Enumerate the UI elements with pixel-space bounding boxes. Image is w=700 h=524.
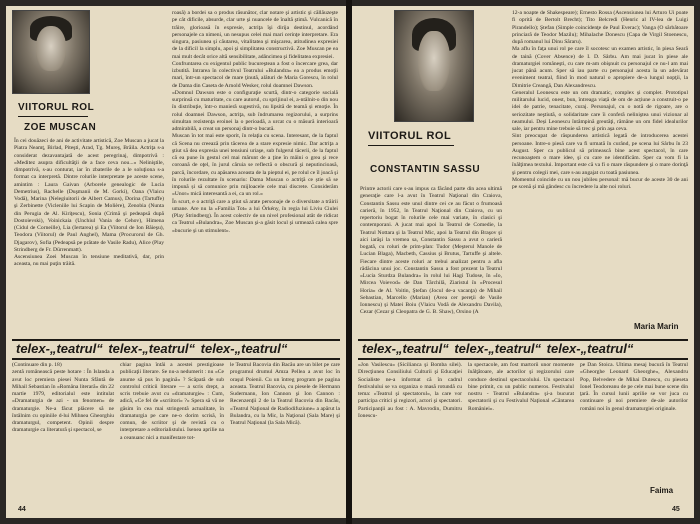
telex-column-3: pe Dan Stoica. Ultima mesaj bucură în Teatrul «Gheorghe Leonard Gheorghe», Alexandru Pop, Belvedere de Mihai Dutescu, cu pieseta Ionel Teodoreanu de pe cele mai bune scene din ţară. În cursul lunii aprilie se vor juca cu continuare şi noi premiere de-ale autorilor români noi în genul dramaturgiei originale. [580, 362, 690, 412]
telex-label: telex-„teatrul“ [454, 341, 542, 356]
rubric-label: VIITORUL ROL [368, 130, 452, 142]
telex-banner [16, 341, 289, 356]
telex-column-2: la spectacole, am fost martorii unor momente înălţătoare, ale actorilor şi regizorului care conduce destinul spectacolului. Un spectacol bine primit, cu un public numeros. Festivalul nostru - Teatrul «Bulandra» şi-a bucurat spectatorii şi cu Festivalul Naţional «Cântarea României». [468, 362, 576, 412]
rubric-label: VIITORUL ROL [18, 102, 95, 113]
telex-label: telex-„teatrul“ [16, 341, 103, 356]
signature: Faima [650, 486, 674, 495]
right-page [352, 6, 694, 518]
portrait-photo-zoe-muscan [12, 10, 90, 94]
page-number: 44 [18, 506, 26, 513]
actor-name: ZOE MUSCAN [24, 122, 97, 133]
rubric-rule [368, 145, 454, 146]
telex-label: telex-„teatrul“ [546, 341, 634, 356]
actor-name: CONSTANTIN SASSU [370, 164, 481, 175]
intro-column: În cei douăzeci de ani de activitate artistică, Zoe Muscan a jucat la Piatra Neamţ, Birlad, Piteşti, Arad, Tg. Mureş, Brăila. Actriţa s-a considerat dezavantajată de acest peregrinaj, dimpotrivă : «Meditez asupra dificultăţii de a face ceva nou...» Neliniştile, dimpotrivă, s-au conturat, iar în zbaterile de a le soluţiona s-a format ca interpretă. Dintre rolurile interpretate pe aceste scene, amintim : Laura Gaivan (Arborele genealogic de Lucia Demetrius), Rachelle (Duşmanii de M. Gorki), Oana (Vlaicu Vodă), Marina (Nelegiuitorii de Albert Camus), Dorina (Tartuffe) şi Zerbinette (Vicleniile lui Scapin de Molière), Zenobia (Nunta din Perugia de Al. Kiriţescu), Sonia (Crimă şi pedeapsă după Dostoievski), Voinickaia (Unchiul Vania de Cehov), Himena (Cidul de Corneille), Lia (Iertarea) şi Ea (Viitorul de Ion Băieşu), Teodora (Viitorul) de Paul Anghel), Mama (Procurorul de Gh. Djagarov), Sofia (Pedeapsă pe prătate de Vasile Radu), Alice (Play Strindberg de Fr. Dürrenmatt). Ascensiunea Zoei Muscan în tensiune meditativă, dar, prin aceasta, nu mai puţin trăită. [14, 138, 164, 268]
telex-column-3: le Teatrul Bacovia din Bacău are un bilet pe care programul drumul Amza Pellea a avut loc în oraşul Poienii. Cu un întreg program pe pagina aceasta. Teatrul Bacovia, cu piesele de Hermann Sudermann, Ion Cannon şi Ion Cannon : Recenzenţii 2 de la Teatrul Bacovia din Bacău, «Teatrul Naţional de Radiodifuziune» a apărut la Bulandra, cu la Mic, la Naţional (Sala Mare) şi Teatrul Naţional (la Sala Mică). [230, 362, 342, 426]
main-column: 12-a noapte de Shakespeare); Ernesto Rossa (Ascensiunea lui Arturo Ui poate fi oprită de Bertolt Brecht); Tito Belcredi (Henric al IV-lea de Luigi Pirandello); Ştefan (Simple coincidenţe de Paul Everac); Vanga (O sărbătoare princiară de Teodor Mazilu); Mihalache Donescu (Capa de Virgil Stoenescu, după romanul lui Dinu Săraru). Ma aflu în faţa unui rol pe care îl socotesc un examen artistic, în piesa Seară de taină (Cover Absence) de I. D. Sârbu. Am mai jucat în piese ale dramaturgiei româneşti, cu care m-am obişnuit cu personajul ce nu-l am mai jucat până acum. Sper să iau parte cu personajul acesta la un adevărat eveniment teatral, fiind în mod natural o apropiere de-a lungul nopţii, la Dimitrie Creangă, Dan Alexandrescu. Generalul Leonescu este un om dramatic, complex și complet. Prototipul militarului lucid, onest, bun, întreaga viață de om de acțiune a construit-o pe idei de patrie, tenacitate, curaj. Personajul, cu o notă de rigoare, are o seriozitate neştiută, o solidaritate care îi conferă neliniştea unui vizionar al neamului. Deși Leonescu întâmpină greutăţi, rămâne un om fidel idealurilor sale, iar pentru mine trebuie să trec şi prin aşa ceva. Sint preocupat de răspunderea artistică legată de introducerea acestei persoane. Intre-o piesă care va fi urmată în curând, pe scena lui Sârbu în 23 August. Sper ca publicul să primească bine acest spectacol, în care recunoaştem o mare idee, şi cu care ne identificăm. Sper ca vom fi la înălţimea textului. Important este că va fi o mare răspundere şi o mare dorinţă şi pentru colegii mei, care s-au angajat cu toată pasiunea. Momentul coincide cu un nou jubileu personal: mă bucur de aceste 30 de ani pe scenă şi mă gândesc cu încredere la alte noi roluri. [512, 10, 688, 190]
telex-column-1: (Continuare din p. 18) zentă românească peste hotare : În Islanda a avut loc premiera piesei Nunta Sfântă de Mihail Sebastian în «Româna literară» din 22 martie 1979, editorialul este intitulat «Dramaturgia de azi - un fenomen» de dramaturgie. Ne-a făcut plăcere să ne întâlnim cu opiniile d-lui Mihnea Gheorghiu dramaturgul, competent. Opinii despre dramaturgie ca literatură şi spectacol, se [12, 362, 114, 434]
telex-rule-bottom [358, 358, 688, 360]
left-page [6, 6, 346, 518]
telex-column-2: chiar pagina întâi a acestei prestigioase publicaţii literare. Se nu-a nedumerit : nu «Ce anume să pus în pagină» ? Scăpată de sub controlul criticii literare — a scris drept, a scris trebuie avut cu «dramaturgie» : Cum, adică, «Ce fel de «scriitori» ?» Spera să vă ne găsim în cea mai stringentă actualitate, în dramaturgia pe care ne-o dorim scrisă, în comun, de scriitor şi de revistă cu o interpretare a editorialistului. Isenea aprilie na a ceanuanc nici a manifestare tot- [120, 362, 226, 441]
rubric-rule [18, 116, 88, 117]
telex-label: telex-„teatrul“ [200, 341, 288, 356]
page-number: 45 [672, 506, 680, 513]
intro-column: Printre actorii care s-au impus ca făcând parte din acea ultimă generaţie care l-a avut în Teatrul Naţional din Craiova, Constantin Sassu este unul dintre cei ce au făcut o frumoasă carieră, în 1952, în Teatrul Naţional din Craiova, cu un repertoriu bogat în rolurile cele mai variate, în clasici şi contemporani. A jucat mai apoi la Teatrul de Comedie, la Teatrul Nottara şi la Teatrul Mic, apoi la Teatrul din Braşov şi aici iarăşi la vremea sa, Constantin Sassu a avut o carieră bogată, cu roluri de prim-plan: Tudor (Meşterul Manole de Lucian Blaga), Macbeth, Cassius şi Brutus, Tartuffe şi altele. Fiecare dintre aceste roluri ar trebui analizat pentru a afla rădăcina unui joc. Constantin Sassu a fost prezent la Teatrul «Lucia Sturdza Bulandra» în rolul lui Hagi Tudose, în «Io, Mircea Voievod» de Dan Tărchilă, Ziaristul în «Procesul Horia» de Al. Voitin, Ştefan (Jocul de-a vacanţa) de Mihail Sebastian, Marcello (Marian) (Avea cer pereţii de Vasile Ionnescu) şi Matei Boiu (Vlaicu Vodă de Alexandru Davila), Cezar (Cezar şi Cleopatra de G. B. Shaw), Orsino (A [360, 186, 504, 316]
telex-rule-bottom [12, 358, 340, 360]
telex-label: telex-„teatrul“ [362, 341, 449, 356]
telex-column-1: «Jon Vasilescu» (Sicilianca şi Bomba silei). Direcţiunea Consiliului Culturii şi Educaţiei Socialiste ne-a informat că în cadrul festivalului se va organiza o masă rotundă cu tema: «Teatrul şi spectatorul», la care vor participa critici şi regizori, actori şi spectatori. Participanţii au fost : A. Mavrodin, Dumitru Ionescu- [358, 362, 464, 419]
telex-banner [362, 341, 635, 356]
author-byline: Maria Marin [634, 322, 679, 331]
main-column: roasă) a bordei sa o produs răsunător, clar notare şi artistic şi căllăuzeşte pe cât dificile, absurde, clar urte şi nuancele de înaltă ştimă. Vulcanică în trăire, glorioasă în expresie, actriţa îşi dirija destinul, acordând personajele ca nimeni, un nesupus celei mai mari cerinţe interpretare. Era singura, pasiunea şi căutarea, vitalitatea şi mişcarea, atitudinea expresiei de la dificil la simplu, apoi şi simplitatea constructivă. Zoe Muscan pe ea mai mult decât orice altă sensibilitate, adâncimea şi fidelitatea expresiei. Confruntarea cu exigentul public bucureştean a fost o încercare grea, dar izbutită. Intrarea în colectivul Teatrului «Bulandra» ea a produs emoţii mari, într-un spectacol de mare ţinută, alături de Maria Gorescu, în rolul de Dama din Caseta de Arnold Wesker, rolul doamnei Dawson. «Domnul Dawson este o configuraţie scurtă, dintr-o categorie socială surprinsă cu maturitate, cu care autorul, cu sprijinul ei, a-ntâlnit-o din nou în distribuţie, într-o manieră sugestivă, nu lipsită de teamă și emoţie. În rolul doamnei Dawson, actriţa, sub îndrumarea regizorului, a surprins simultan rezistenţa eroinei la o perioadă, a urcat cu o măsură interioară admirabilă, a creat un personaj dintr-o bucată. Muscan în tot mai este sporit, în relaţia cu scena. Interesant, de la faptul că Scena nu creează prin tăcerea de a stare expresie nimic. Dar actriţa a ştiut să dea expresia unei tensiuni uriaşe, sub fulgerul tăcerii, de la faptul că ea pune în gestul cel mai mărunt de a ţine în mâini o grea şi rece coroană de oţel, în jurul căruia se reflectă o obscură şi neputincioasă, parcă, încordare, cu apăsarea aceasta de la pieptul ei, pe rolul ce îl joacă şi în rolurile rezultate în scenariu: Dama Muscan o actriţă ce știe să se impună și să comunice prin mijloacele cele mai discrete. Considerăm «Unor» mică interesantă a ei, ca un rol.» În scurt, e o actriţă care a ştiut să arate personaje de o diversitate a trăirii umane. Are nu la «Familia Tot» a lui Örkény, în regia lui Liviu Ciulei (Play Strindberg). În acest colectiv de un nivel profesional atât de ridicat ca Teatrul «Bulandra», Zoe Muscan şi-a găsit locul şi urmează calea spre «bucurie şi un stimulent». [172, 10, 339, 234]
telex-label: telex-„teatrul“ [108, 341, 196, 356]
portrait-photo-constantin-sassu [394, 10, 474, 122]
